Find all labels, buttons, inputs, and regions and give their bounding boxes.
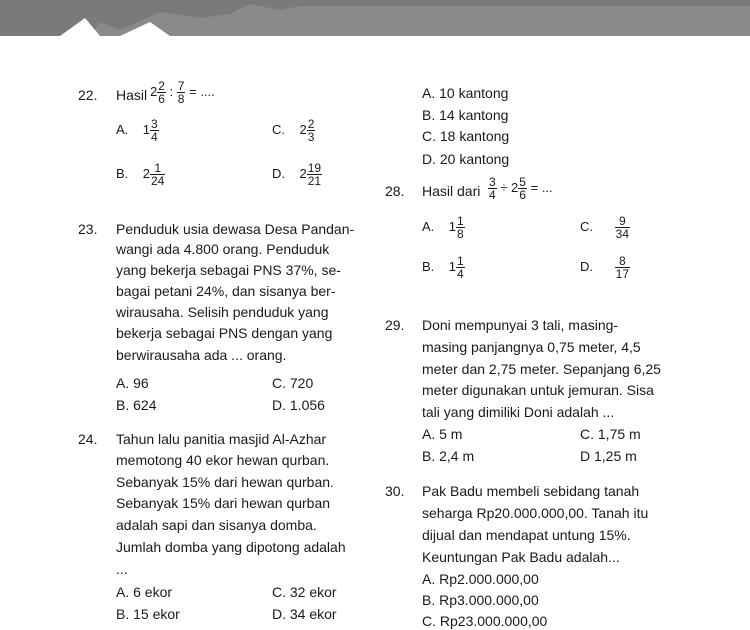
q28-expression: $\frac{3}{4}$ ÷ 2 $\frac{5}{6}$ = ... — [489, 175, 553, 202]
q28-prompt: Hasil dari — [422, 183, 481, 199]
q29-option-a[interactable]: A. 5 m — [422, 426, 463, 442]
q30-line: Keuntungan Pak Badu adalah... — [422, 549, 620, 565]
q22-option-d[interactable]: D. 2 $\frac{19}{21}$ — [272, 161, 322, 188]
q29-line: masing panjangnya 0,75 meter, 4,5 — [422, 339, 641, 355]
q23-option-c[interactable]: C. 720 — [272, 375, 314, 391]
header-band — [0, 0, 750, 36]
q29-line: Doni mempunyai 3 tali, masing- — [422, 317, 619, 333]
q24-line: Jumlah domba yang dipotong adalah — [116, 539, 346, 555]
q28-option-a[interactable]: A. 1 $\frac{1}{8}$ — [422, 214, 464, 241]
q27-option-b[interactable]: B. 14 kantong — [422, 107, 509, 123]
q23-option-a[interactable]: A. 96 — [116, 375, 149, 391]
q24-line: Tahun lalu panitia masjid Al-Azhar — [116, 431, 327, 447]
q23-line: berwirausaha ada ... orang. — [116, 347, 287, 363]
q30-option-a[interactable]: A. Rp2.000.000,00 — [422, 571, 539, 587]
q22-option-a[interactable]: A. 1 $\frac{3}{4}$ — [116, 117, 158, 144]
q22-option-c[interactable]: C. 2 $\frac{2}{3}$ — [272, 117, 315, 144]
q23-line: bagai petani 24%, dan sisanya ber- — [116, 283, 336, 299]
q28-option-d[interactable]: D. $\frac{8}{17}$ — [580, 254, 630, 281]
q27-option-c[interactable]: C. 18 kantong — [422, 128, 510, 144]
q24-line: ... — [116, 561, 128, 577]
q24-line: Sebanyak 15% dari hewan qurban — [116, 495, 331, 511]
q23-line: wangi ada 4.800 orang. Penduduk — [116, 241, 330, 257]
q29-line: tali yang dimiliki Doni adalah ... — [422, 404, 615, 420]
q24-option-a[interactable]: A. 6 ekor — [116, 584, 173, 600]
q24-line: Sebanyak 15% dari hewan qurban. — [116, 474, 334, 490]
q29-line: meter digunakan untuk jemuran. Sisa — [422, 382, 654, 398]
q28-option-c[interactable]: C. $\frac{9}{34}$ — [580, 214, 630, 241]
q23-line: yang bekerja sebagai PNS 37%, se- — [116, 262, 341, 278]
q24-line: memotong 40 ekor hewan qurban. — [116, 452, 330, 468]
q23-number: 23. — [78, 221, 98, 237]
q23-line: bekerja sebagai PNS dengan yang — [116, 325, 333, 341]
q27-option-a[interactable]: A. 10 kantong — [422, 85, 509, 101]
q30-line: seharga Rp20.000.000,00. Tanah itu — [422, 505, 649, 521]
q27-option-d[interactable]: D. 20 kantong — [422, 151, 510, 167]
q30-line: dijual dan mendapat untung 15%. — [422, 527, 631, 543]
q29-option-b[interactable]: B. 2,4 m — [422, 448, 475, 464]
q30-option-c[interactable]: C. Rp23.000.000,00 — [422, 613, 548, 629]
q23-option-d[interactable]: D. 1.056 — [272, 397, 325, 413]
q23-line: wirausaha. Selisih penduduk yang — [116, 304, 329, 320]
q30-number: 30. — [385, 483, 405, 499]
q23-line: Penduduk usia dewasa Desa Pandan- — [116, 221, 355, 237]
q23-option-b[interactable]: B. 624 — [116, 397, 157, 413]
q29-option-c[interactable]: C. 1,75 m — [580, 426, 641, 442]
q22-expression: 2 $\frac{2}{6}$ : $\frac{7}{8}$ = .... — [150, 79, 215, 106]
q29-number: 29. — [385, 317, 405, 333]
q22-option-b[interactable]: B. 2 $\frac{1}{24}$ — [116, 161, 165, 188]
q24-option-b[interactable]: B. 15 ekor — [116, 606, 180, 622]
q24-option-c[interactable]: C. 32 ekor — [272, 584, 337, 600]
q30-line: Pak Badu membeli sebidang tanah — [422, 483, 640, 499]
q24-option-d[interactable]: D. 34 ekor — [272, 606, 337, 622]
q24-line: adalah sapi dan sisanya domba. — [116, 517, 317, 533]
q29-line: meter dan 2,75 meter. Sepanjang 6,25 — [422, 361, 661, 377]
q30-option-b[interactable]: B. Rp3.000.000,00 — [422, 592, 539, 608]
q29-option-d[interactable]: D 1,25 m — [580, 448, 637, 464]
q22-prompt: Hasil — [116, 87, 148, 103]
q24-number: 24. — [78, 431, 98, 447]
q28-option-b[interactable]: B. 1 $\frac{1}{4}$ — [422, 254, 464, 281]
q22-number: 22. — [78, 87, 98, 103]
q28-number: 28. — [385, 183, 405, 199]
